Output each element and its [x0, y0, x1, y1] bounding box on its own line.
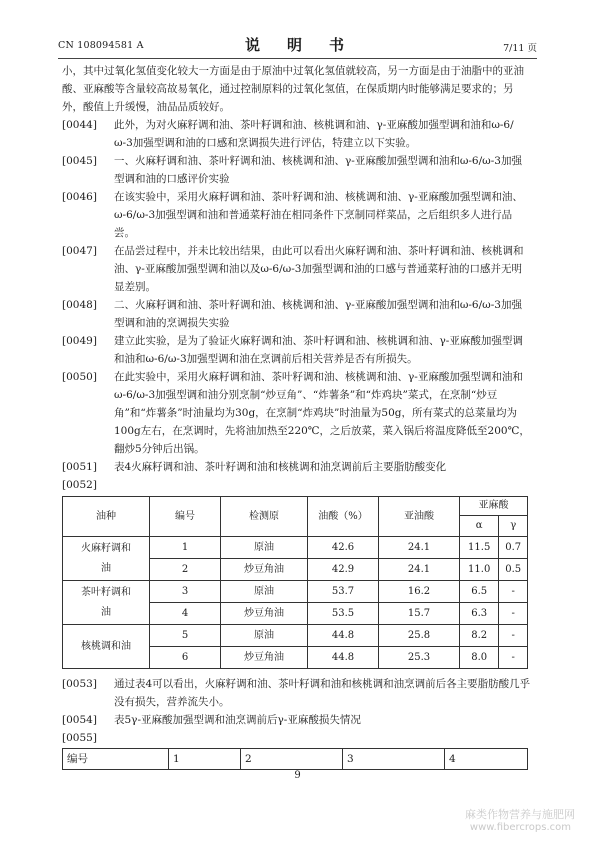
paragraph-0046	[62, 188, 532, 242]
table5-caption: 表5γ-亚麻酸加强型调和油烹调前后γ-亚麻酸损失情况	[114, 714, 361, 726]
para-number: [0049]	[62, 335, 97, 347]
para-text: 在该实验中，采用火麻籽调和油、茶叶籽调和油、核桃调和油、γ-亚麻酸加强型调和油、ω-6/ω-3加强型调和油和普通菜籽油在相同条件下烹制同样菜品，之后组织多人进行品尝。	[114, 191, 523, 239]
cell-gamma: -	[499, 625, 528, 647]
cell-linoleic: 24.1	[379, 559, 460, 581]
table-5	[62, 748, 528, 770]
cell-no: 4	[150, 603, 221, 625]
cell-sample: 原油	[221, 581, 308, 603]
paragraph-0045	[62, 152, 532, 188]
doc-title: 说 明 书	[244, 36, 350, 54]
paragraph-0049	[62, 332, 532, 368]
cell-linoleic: 25.8	[379, 625, 460, 647]
cell-no: 5	[150, 625, 221, 647]
watermark-url: www.fibercrops.com	[469, 822, 571, 833]
cell-sample: 原油	[221, 537, 308, 559]
cell-linoleic: 15.7	[379, 603, 460, 625]
cell-sample: 原油	[221, 625, 308, 647]
table-row	[63, 625, 528, 647]
table-row	[63, 537, 528, 559]
para-number: [0045]	[62, 155, 97, 167]
header-rule	[58, 58, 537, 59]
cell-sample: 炒豆角油	[221, 647, 308, 669]
cell-linoleic: 25.3	[379, 647, 460, 669]
cell-gamma: -	[499, 647, 528, 669]
para-number: [0050]	[62, 371, 97, 383]
paragraph-0051	[62, 458, 532, 476]
paragraph-0044	[62, 116, 532, 152]
page-of: 7/11 页	[503, 43, 537, 54]
cell-header: 编号	[63, 749, 169, 770]
paragraph-0053	[62, 675, 532, 711]
watermark-text: 麻类作物营养与施肥网	[465, 808, 575, 821]
paragraph-0048	[62, 296, 532, 332]
paragraph-0050	[62, 368, 532, 458]
cell-linoleic: 16.2	[379, 581, 460, 603]
group-name: 茶叶籽调和 油	[63, 581, 150, 625]
header-alpha: α	[460, 516, 499, 537]
group-name: 火麻籽调和 油	[63, 537, 150, 581]
para-number: [0055]	[62, 732, 97, 744]
cell-gamma: 0.5	[499, 559, 528, 581]
cell-no: 6	[150, 647, 221, 669]
cell-oleic: 42.9	[308, 559, 379, 581]
paragraph-0047	[62, 242, 532, 296]
cell-oleic: 44.8	[308, 647, 379, 669]
header-oleic: 油酸（%）	[308, 497, 379, 537]
header-oil: 油种	[63, 497, 150, 537]
header-sample: 检测原	[221, 497, 308, 537]
table-row	[63, 581, 528, 603]
cell-header: 4	[445, 749, 528, 770]
para-text: 在品尝过程中，并未比较出结果，由此可以看出火麻籽调和油、茶叶籽调和油、核桃调和油、γ-亚麻酸加强型调和油以及ω-6/ω-3加强型调和油的口感与普通菜籽油的口感并无明显差别。	[114, 245, 524, 293]
para-number: [0047]	[62, 245, 97, 257]
cell-no: 3	[150, 581, 221, 603]
para-text: 此外，为对火麻籽调和油、茶叶籽调和油、核桃调和油、γ-亚麻酸加强型调和油和ω-6/ω-3加强型调和油的口感和烹调损失进行评估，特建立以下实验。	[114, 119, 514, 149]
cell-sample: 炒豆角油	[221, 603, 308, 625]
para-number: [0054]	[62, 714, 97, 726]
paragraph-0052	[62, 476, 532, 494]
intro-paragraph: 小，其中过氧化氢值变化较大一方面是由于原油中过氧化氢值就较高，另一方面是由于油脂中的亚油酸、亚麻酸等含量较高故易氧化，通过控制原料的过氧化氢值，在保质期内时能够满足要求的；另外，酸值上升缓慢，油品品质较好。	[62, 65, 524, 113]
group-name: 核桃调和油	[63, 625, 150, 669]
para-text: 通过表4可以看出，火麻籽调和油、茶叶籽调和油和核桃调和油烹调前后各主要脂肪酸几乎没有损失，营养流失小。	[114, 678, 531, 708]
para-text: 一、火麻籽调和油、茶叶籽调和油、核桃调和油、γ-亚麻酸加强型调和油和ω-6/ω-3加强型调和油的口感评价实验	[114, 155, 522, 185]
cell-no: 2	[150, 559, 221, 581]
para-text: 在此实验中，采用火麻籽调和油、茶叶籽调和油、核桃调和油、γ-亚麻酸加强型调和油和ω-6/ω-3加强型调和油分别烹制“炒豆角”、“炸薯条”和“炸鸡块”菜式，在烹制“炒豆角”和“炸薯条”时油量均为30g，在烹制“炸鸡块”时油量为50g，所有菜式的总菜量均为100g左右，在烹调时，先将油加热至220℃，之后放菜，菜入锅后将温度降低至200℃，翻炒5分钟后出锅。	[114, 371, 530, 455]
page-header	[58, 34, 537, 60]
para-number: [0044]	[62, 119, 97, 131]
cell-alpha: 11.5	[460, 537, 499, 559]
cell-oleic: 44.8	[308, 625, 379, 647]
cell-header: 3	[343, 749, 445, 770]
cell-oleic: 42.6	[308, 537, 379, 559]
header-linoleic: 亚油酸	[379, 497, 460, 537]
header-no: 编号	[150, 497, 221, 537]
doc-number: CN 108094581 A	[58, 40, 144, 51]
cell-alpha: 8.2	[460, 625, 499, 647]
page-number: 9	[294, 770, 301, 781]
cell-oleic: 53.7	[308, 581, 379, 603]
cell-gamma: 0.7	[499, 537, 528, 559]
cell-alpha: 6.3	[460, 603, 499, 625]
cell-alpha: 6.5	[460, 581, 499, 603]
para-number: [0046]	[62, 191, 97, 203]
cell-linoleic: 24.1	[379, 537, 460, 559]
cell-alpha: 11.0	[460, 559, 499, 581]
para-text: 二、火麻籽调和油、茶叶籽调和油、核桃调和油、γ-亚麻酸加强型调和油和ω-6/ω-3加强型调和油的烹调损失实验	[114, 299, 522, 329]
para-number: [0052]	[62, 479, 97, 491]
para-text: 建立此实验，是为了验证火麻籽调和油、茶叶籽调和油、核桃调和油、γ-亚麻酸加强型调和油和ω-6/ω-3加强型调和油在烹调前后相关营养是否有所损失。	[114, 335, 523, 365]
para-number: [0048]	[62, 299, 97, 311]
cell-gamma: -	[499, 581, 528, 603]
table-header-row	[63, 497, 528, 516]
para-number: [0051]	[62, 461, 97, 473]
header-gamma: γ	[499, 516, 528, 537]
cell-header: 1	[169, 749, 241, 770]
cell-sample: 炒豆角油	[221, 559, 308, 581]
cell-alpha: 8.0	[460, 647, 499, 669]
table-4	[62, 496, 528, 669]
header-linolenic: 亚麻酸	[460, 497, 528, 516]
table4-caption: 表4火麻籽调和油、茶叶籽调和油和核桃调和油烹调前后主要脂肪酸变化	[114, 461, 447, 473]
cell-oleic: 53.5	[308, 603, 379, 625]
paragraph-0054	[62, 711, 532, 729]
para-number: [0053]	[62, 678, 97, 690]
cell-header: 2	[241, 749, 343, 770]
cell-no: 1	[150, 537, 221, 559]
cell-gamma: -	[499, 603, 528, 625]
table-header-row	[63, 749, 528, 770]
document-body	[62, 62, 532, 770]
paragraph-0055	[62, 729, 532, 747]
